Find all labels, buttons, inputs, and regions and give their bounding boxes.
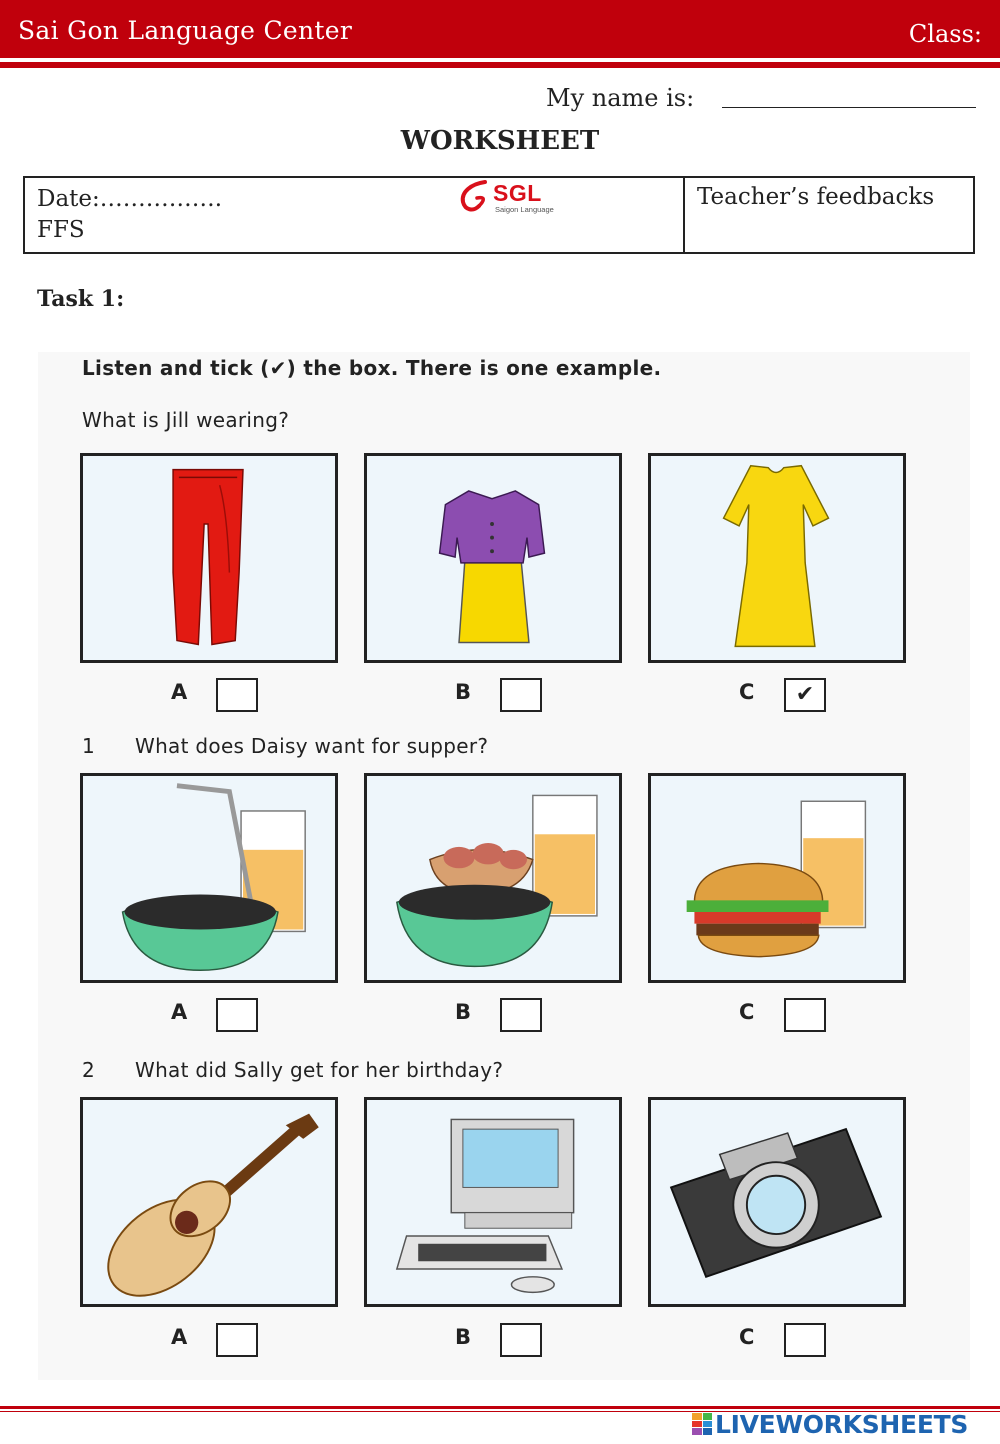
noodles-eggs-juice-illustration <box>367 776 619 980</box>
center-name: Sai Gon Language Center <box>18 16 353 45</box>
question-number: 1 <box>82 734 95 758</box>
option-image-jacket-skirt <box>364 453 622 663</box>
liveworksheets-logo[interactable] <box>692 1409 968 1439</box>
option-letter: C <box>739 1000 755 1024</box>
tick-box[interactable] <box>784 1323 826 1357</box>
tick-box[interactable] <box>500 678 542 712</box>
option-letter: A <box>171 1000 188 1024</box>
red-trousers-illustration <box>83 456 335 660</box>
tick-box[interactable] <box>216 998 258 1032</box>
tick-box-checked[interactable]: ✔ <box>784 678 826 712</box>
logo-text: SGL <box>493 180 542 206</box>
option-letter: B <box>455 680 472 704</box>
option-letter: A <box>171 680 188 704</box>
option-letter: B <box>455 1325 472 1349</box>
question-text: What did Sally get for her birthday? <box>135 1058 504 1082</box>
option-image-computer <box>364 1097 622 1307</box>
header-divider <box>0 62 1000 68</box>
tick-box[interactable] <box>500 1323 542 1357</box>
liveworksheets-grid-icon <box>692 1413 712 1435</box>
guitar-illustration <box>83 1100 335 1304</box>
option-image-burger-juice <box>648 773 906 983</box>
option-image-noodles-juice <box>80 773 338 983</box>
option-image-guitar <box>80 1097 338 1307</box>
option-image-red-trousers <box>80 453 338 663</box>
class-label: Class: <box>908 20 982 48</box>
page-title: WORKSHEET <box>400 126 600 156</box>
option-letter: A <box>171 1325 188 1349</box>
liveworksheets-brand: LIVEWORKSHEETS <box>715 1409 969 1439</box>
instruction-text: Listen and tick (✔) the box. There is one example. <box>82 356 662 380</box>
feedback-label: Teacher’s feedbacks <box>697 184 935 210</box>
noodles-juice-illustration <box>83 776 335 980</box>
computer-illustration <box>367 1100 619 1304</box>
yellow-dress-illustration <box>651 456 903 660</box>
question-example-text: What is Jill wearing? <box>82 408 290 432</box>
option-letter: C <box>739 680 755 704</box>
name-field[interactable] <box>722 107 976 108</box>
question-text: What does Daisy want for supper? <box>135 734 489 758</box>
camera-illustration <box>651 1100 903 1304</box>
option-letter: C <box>739 1325 755 1349</box>
header-bar <box>0 0 1000 58</box>
logo-subtext: Saigon Language <box>495 205 554 214</box>
tick-box[interactable] <box>784 998 826 1032</box>
option-image-camera <box>648 1097 906 1307</box>
option-letter: B <box>455 1000 472 1024</box>
table-divider <box>683 178 685 252</box>
burger-juice-illustration <box>651 776 903 980</box>
tick-box[interactable] <box>216 678 258 712</box>
option-image-yellow-dress <box>648 453 906 663</box>
date-field: Date:……………. <box>37 186 223 212</box>
task-label: Task 1: <box>37 286 125 312</box>
sgl-logo <box>457 178 567 222</box>
ffs-label: FFS <box>37 217 85 243</box>
tick-box[interactable] <box>216 1323 258 1357</box>
question-number: 2 <box>82 1058 95 1082</box>
sgl-logo-icon <box>457 178 493 218</box>
tick-box[interactable] <box>500 998 542 1032</box>
option-image-noodles-eggs-juice <box>364 773 622 983</box>
name-label: My name is: <box>546 84 695 112</box>
jacket-skirt-illustration <box>367 456 619 660</box>
info-table <box>23 176 975 254</box>
